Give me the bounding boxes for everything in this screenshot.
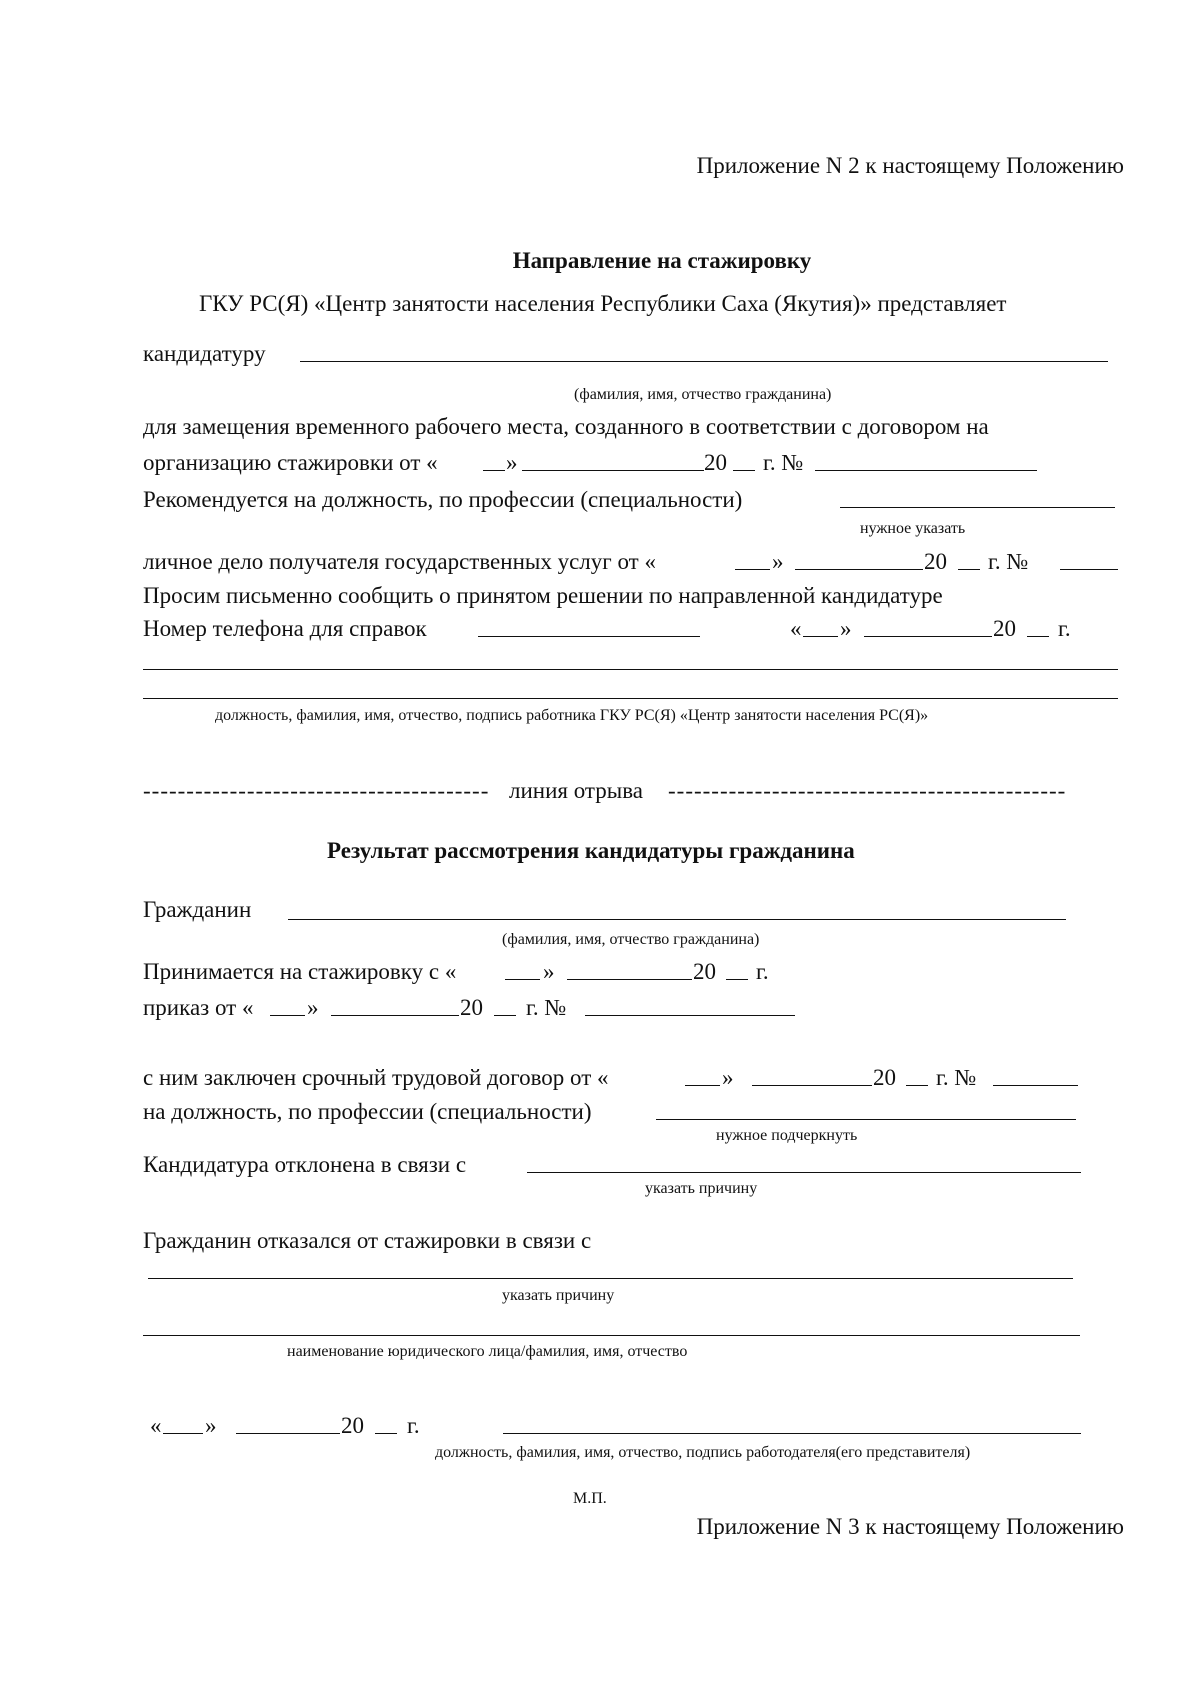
citizen-hint: (фамилия, имя, отчество гражданина) bbox=[502, 931, 760, 948]
employer-date-open: « bbox=[150, 1413, 162, 1438]
employer-day-line[interactable] bbox=[163, 1433, 203, 1434]
position-hint: нужное подчеркнуть bbox=[716, 1127, 858, 1144]
referral-title: Направление на стажировку bbox=[512, 248, 812, 273]
candidate-label: кандидатуру bbox=[143, 341, 266, 366]
order-prefix: приказ от « bbox=[143, 995, 254, 1020]
result-contract-year-line[interactable] bbox=[906, 1085, 928, 1086]
phone-g: г. bbox=[1058, 616, 1071, 641]
accepted-day-line[interactable] bbox=[505, 979, 540, 980]
employer-year: 20 bbox=[341, 1413, 364, 1438]
phone-year-line[interactable] bbox=[1027, 636, 1049, 637]
rejected-line[interactable] bbox=[527, 1172, 1081, 1173]
phone-line[interactable] bbox=[478, 636, 700, 637]
refused-line[interactable] bbox=[148, 1278, 1073, 1279]
contract-number-label: г. № bbox=[763, 450, 804, 475]
tearoff-label: линия отрыва bbox=[509, 778, 643, 803]
phone-date-close: » bbox=[840, 616, 852, 641]
phone-date-open: « bbox=[790, 616, 802, 641]
result-contract-quote: » bbox=[722, 1065, 734, 1090]
position-line[interactable] bbox=[656, 1119, 1076, 1120]
accepted-month-line[interactable] bbox=[567, 979, 692, 980]
accepted-quote: » bbox=[543, 959, 555, 984]
recommend-text: Рекомендуется на должность, по профессии (специальности) bbox=[143, 487, 743, 512]
contract-quote: » bbox=[506, 450, 518, 475]
citizen-label: Гражданин bbox=[143, 897, 252, 922]
order-number-line[interactable] bbox=[585, 1015, 795, 1016]
recommend-line[interactable] bbox=[840, 507, 1115, 508]
case-year-line[interactable] bbox=[958, 569, 980, 570]
contract-day-line[interactable] bbox=[483, 470, 505, 471]
order-year: 20 bbox=[460, 995, 483, 1020]
contract-number-line[interactable] bbox=[815, 470, 1037, 471]
signature-hint: должность, фамилия, имя, отчество, подпись работника ГКУ РС(Я) «Центр занятости населения РС(Я)» bbox=[215, 707, 929, 724]
rejected-text: Кандидатура отклонена в связи с bbox=[143, 1152, 467, 1177]
phone-month-line[interactable] bbox=[864, 636, 992, 637]
referral-intro: ГКУ РС(Я) «Центр занятости населения Республики Саха (Якутия)» представляет bbox=[199, 291, 1007, 316]
phone-year: 20 bbox=[993, 616, 1016, 641]
result-contract-day-line[interactable] bbox=[685, 1085, 720, 1086]
employer-g: г. bbox=[407, 1413, 420, 1438]
accepted-year-line[interactable] bbox=[726, 979, 748, 980]
stamp-label: М.П. bbox=[573, 1490, 607, 1507]
case-number-label: г. № bbox=[988, 549, 1029, 574]
result-contract-year: 20 bbox=[873, 1065, 896, 1090]
case-prefix: личное дело получателя государственных услуг от « bbox=[143, 549, 656, 574]
tearoff-left: ---------------------------------------- bbox=[143, 778, 490, 803]
order-month-line[interactable] bbox=[331, 1015, 459, 1016]
result-title: Результат рассмотрения кандидатуры гражданина bbox=[327, 838, 855, 863]
phone-day-line[interactable] bbox=[803, 636, 838, 637]
employer-year-line[interactable] bbox=[375, 1433, 397, 1434]
entity-line[interactable] bbox=[143, 1335, 1080, 1336]
accepted-g: г. bbox=[756, 959, 769, 984]
order-day-line[interactable] bbox=[270, 1015, 305, 1016]
case-number-line[interactable] bbox=[1060, 569, 1118, 570]
order-year-line[interactable] bbox=[494, 1015, 516, 1016]
accepted-year: 20 bbox=[693, 959, 716, 984]
entity-hint: наименование юридического лица/фамилия, имя, отчество bbox=[287, 1343, 688, 1360]
appendix-2-heading: Приложение N 2 к настоящему Положению bbox=[696, 153, 1124, 178]
case-day-line[interactable] bbox=[735, 569, 770, 570]
result-contract-month-line[interactable] bbox=[752, 1085, 872, 1086]
result-contract-number-line[interactable] bbox=[993, 1085, 1078, 1086]
contract-month-line[interactable] bbox=[522, 470, 704, 471]
accepted-prefix: Принимается на стажировку с « bbox=[143, 959, 457, 984]
refused-text: Гражданин отказался от стажировки в связи с bbox=[143, 1228, 592, 1253]
employer-signature-line[interactable] bbox=[503, 1433, 1081, 1434]
rejected-hint: указать причину bbox=[645, 1180, 758, 1197]
position-text: на должность, по профессии (специальности) bbox=[143, 1099, 592, 1124]
order-quote: » bbox=[307, 995, 319, 1020]
signature-line-2[interactable] bbox=[143, 698, 1118, 699]
appendix-3-heading: Приложение N 3 к настоящему Положению bbox=[696, 1514, 1124, 1539]
result-contract-number-label: г. № bbox=[936, 1065, 977, 1090]
result-contract-prefix: с ним заключен срочный трудовой договор от « bbox=[143, 1065, 609, 1090]
filling-text: для замещения временного рабочего места, созданного в соответствии с договором на bbox=[143, 414, 989, 439]
tearoff-right: ---------------------------------------------- bbox=[668, 778, 1067, 803]
refused-hint: указать причину bbox=[502, 1287, 615, 1304]
recommend-hint: нужное указать bbox=[860, 520, 966, 537]
employer-date-close: » bbox=[205, 1413, 217, 1438]
citizen-line[interactable] bbox=[288, 919, 1066, 920]
case-month-line[interactable] bbox=[795, 569, 923, 570]
employer-month-line[interactable] bbox=[236, 1433, 340, 1434]
candidate-hint: (фамилия, имя, отчество гражданина) bbox=[574, 386, 832, 403]
request-text: Просим письменно сообщить о принятом решении по направленной кандидатуре bbox=[143, 583, 943, 608]
case-quote: » bbox=[772, 549, 784, 574]
case-year: 20 bbox=[924, 549, 947, 574]
candidate-line[interactable] bbox=[300, 361, 1108, 362]
phone-label: Номер телефона для справок bbox=[143, 616, 427, 641]
order-number-label: г. № bbox=[526, 995, 567, 1020]
signature-line-1[interactable] bbox=[143, 669, 1118, 670]
employer-hint: должность, фамилия, имя, отчество, подпись работодателя(его представителя) bbox=[435, 1444, 971, 1461]
contract-year-line[interactable] bbox=[733, 470, 755, 471]
contract-year: 20 bbox=[704, 450, 727, 475]
contract-date-prefix: организацию стажировки от « bbox=[143, 450, 438, 475]
